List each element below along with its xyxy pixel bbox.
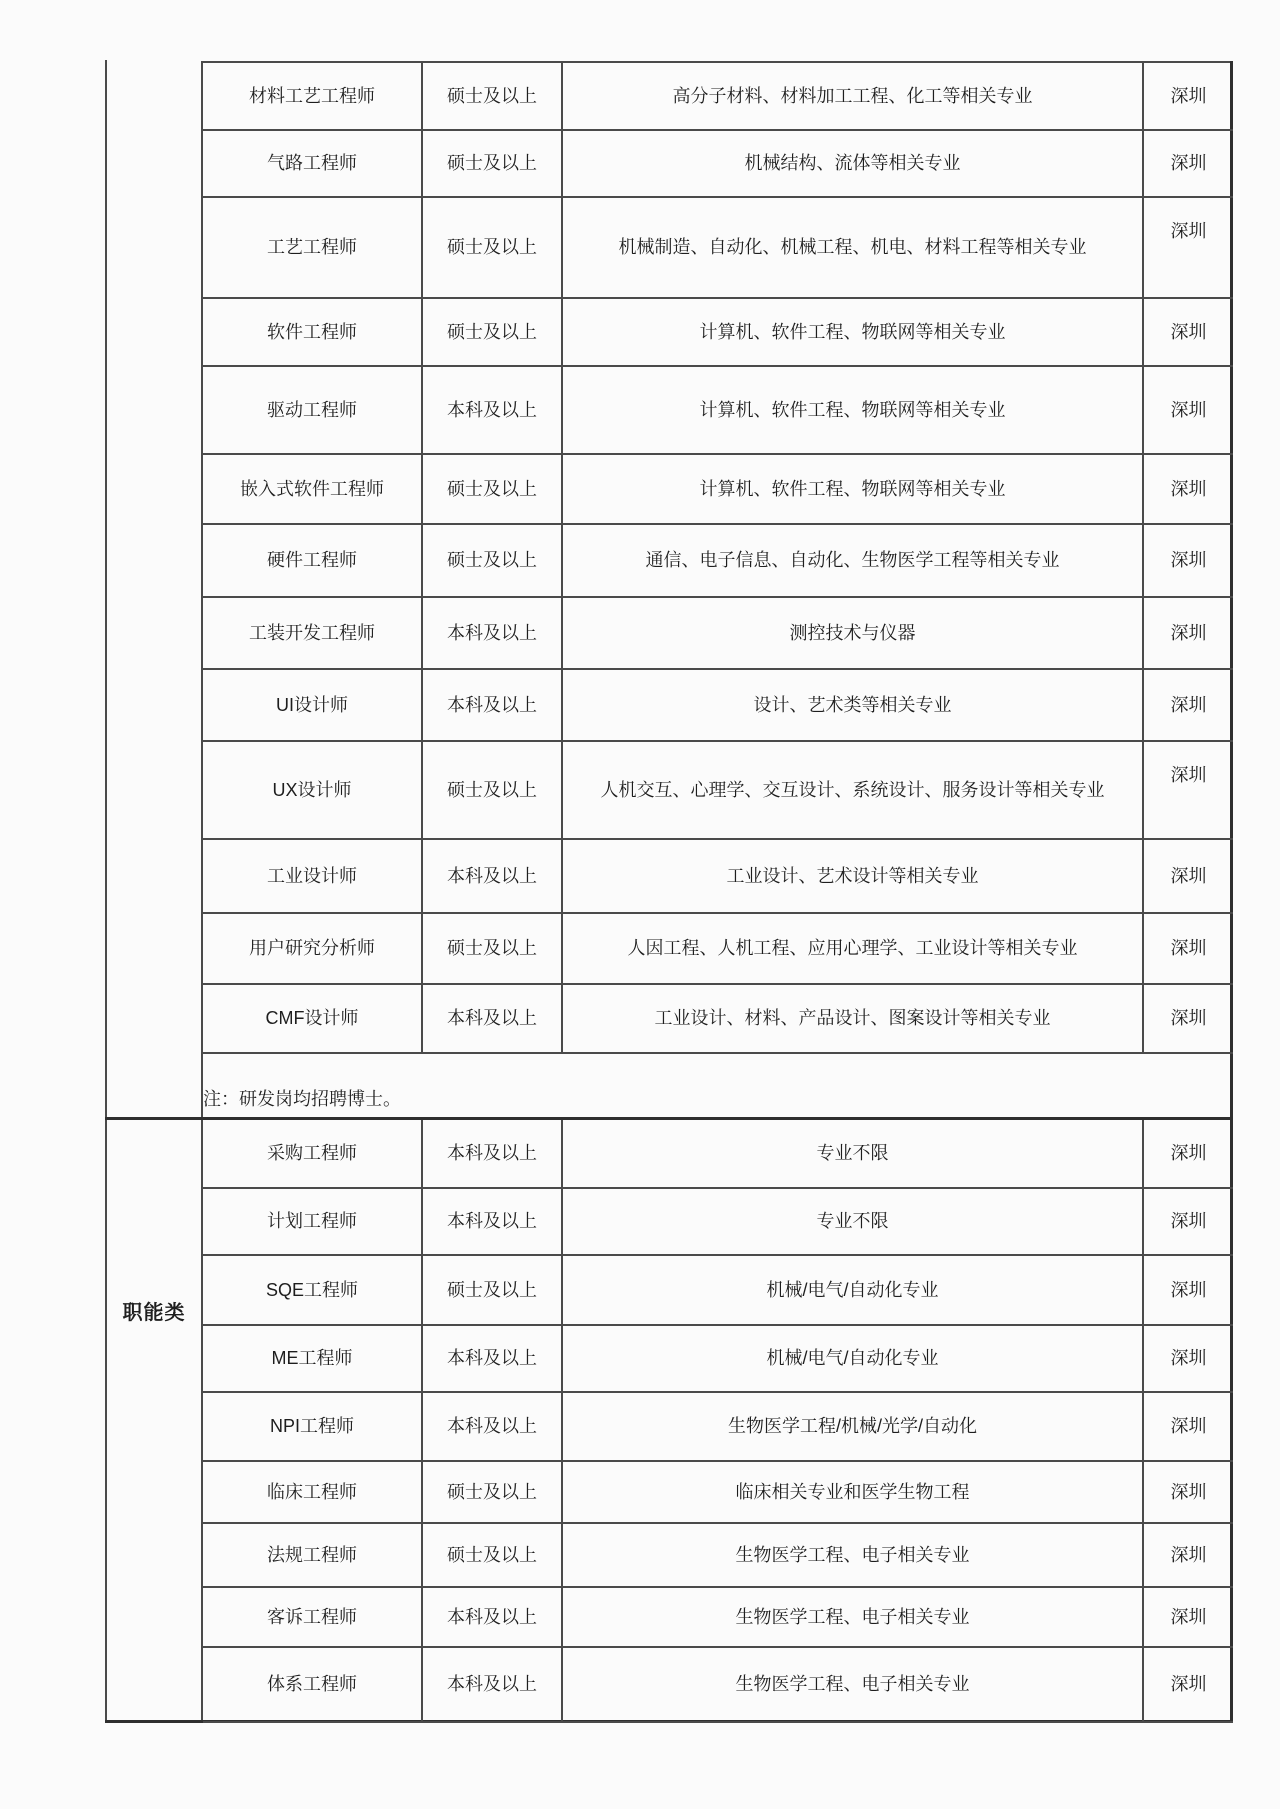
table-row <box>203 1524 1233 1588</box>
education-cell: 硕士及以上 <box>423 1524 563 1586</box>
location-cell: 深圳 <box>1170 1606 1207 1627</box>
table-row <box>203 1648 1233 1723</box>
location-cell: 深圳 <box>1170 1481 1207 1502</box>
job-title-cell: 计划工程师 <box>203 1189 423 1254</box>
major-cell: 工业设计、材料、产品设计、图案设计等相关专业 <box>563 985 1144 1052</box>
job-title-cell: ME工程师 <box>203 1326 423 1391</box>
table-row <box>203 1256 1233 1326</box>
education-cell: 硕士及以上 <box>423 131 563 196</box>
job-title-cell: 用户研究分析师 <box>203 914 423 983</box>
job-title-cell: 软件工程师 <box>203 299 423 365</box>
location-cell: 深圳 <box>1170 399 1207 420</box>
location-cell: 深圳 <box>1170 694 1207 715</box>
education-cell: 本科及以上 <box>423 1648 563 1721</box>
job-title-cell: CMF设计师 <box>203 985 423 1052</box>
job-title-cell: 采购工程师 <box>203 1120 423 1187</box>
location-cell: 深圳 <box>1170 1348 1207 1369</box>
table-row <box>203 1393 1233 1462</box>
education-cell: 硕士及以上 <box>423 525 563 596</box>
table-row <box>203 914 1233 985</box>
location-cell: 深圳 <box>1170 1279 1207 1300</box>
table-row <box>203 525 1233 598</box>
job-title-cell: SQE工程师 <box>203 1256 423 1324</box>
note-text: 注：研发岗均招聘博士。 <box>203 1089 401 1109</box>
location-cell: 深圳 <box>1170 622 1207 643</box>
major-cell: 人因工程、人机工程、应用心理学、工业设计等相关专业 <box>563 914 1144 983</box>
job-title-cell: 工艺工程师 <box>203 198 423 297</box>
location-cell: 深圳 <box>1170 1211 1207 1232</box>
location-cell: 深圳 <box>1170 478 1207 499</box>
table-row <box>203 1120 1233 1189</box>
job-title-cell: 体系工程师 <box>203 1648 423 1721</box>
job-title-cell: 法规工程师 <box>203 1524 423 1586</box>
education-cell: 本科及以上 <box>423 840 563 912</box>
job-title-cell: 临床工程师 <box>203 1462 423 1522</box>
education-cell: 硕士及以上 <box>423 299 563 365</box>
education-cell: 本科及以上 <box>423 367 563 453</box>
job-title-cell: 材料工艺工程师 <box>203 63 423 129</box>
major-cell: 高分子材料、材料加工工程、化工等相关专业 <box>563 63 1144 129</box>
table-row <box>203 198 1233 299</box>
education-cell: 硕士及以上 <box>423 198 563 297</box>
major-cell: 机械/电气/自动化专业 <box>563 1256 1144 1324</box>
major-cell: 计算机、软件工程、物联网等相关专业 <box>563 367 1144 453</box>
major-cell: 生物医学工程、电子相关专业 <box>563 1588 1144 1646</box>
education-cell: 硕士及以上 <box>423 914 563 983</box>
education-cell: 硕士及以上 <box>423 1462 563 1522</box>
major-cell: 测控技术与仪器 <box>563 598 1144 668</box>
education-cell: 本科及以上 <box>423 1120 563 1187</box>
major-cell: 机械/电气/自动化专业 <box>563 1326 1144 1391</box>
section-functional-rows <box>203 1120 1233 1723</box>
note-row <box>203 1054 1233 1117</box>
table-row <box>203 1462 1233 1524</box>
job-title-cell: UX设计师 <box>203 742 423 838</box>
category-column-left-border <box>105 60 107 1723</box>
major-cell: 生物医学工程、电子相关专业 <box>563 1524 1144 1586</box>
job-title-cell: 气路工程师 <box>203 131 423 196</box>
education-cell: 本科及以上 <box>423 1393 563 1460</box>
location-cell: 深圳 <box>1170 1544 1207 1565</box>
major-cell: 设计、艺术类等相关专业 <box>563 670 1144 740</box>
job-title-cell: 工业设计师 <box>203 840 423 912</box>
major-cell: 人机交互、心理学、交互设计、系统设计、服务设计等相关专业 <box>563 742 1144 838</box>
education-cell: 本科及以上 <box>423 1326 563 1391</box>
table-row <box>203 840 1233 914</box>
location-cell: 深圳 <box>1170 153 1207 174</box>
education-cell: 硕士及以上 <box>423 63 563 129</box>
table-row <box>203 131 1233 198</box>
table-row <box>203 670 1233 742</box>
major-cell: 生物医学工程、电子相关专业 <box>563 1648 1144 1721</box>
job-title-cell: 客诉工程师 <box>203 1588 423 1646</box>
major-cell: 计算机、软件工程、物联网等相关专业 <box>563 455 1144 523</box>
education-cell: 本科及以上 <box>423 598 563 668</box>
education-cell: 硕士及以上 <box>423 1256 563 1324</box>
education-cell: 硕士及以上 <box>423 455 563 523</box>
location-cell: 深圳 <box>1170 1008 1207 1029</box>
location-cell: 深圳 <box>1170 85 1207 106</box>
table-row <box>203 598 1233 670</box>
major-cell: 机械结构、流体等相关专业 <box>563 131 1144 196</box>
location-cell: 深圳 <box>1170 938 1207 959</box>
major-cell: 临床相关专业和医学生物工程 <box>563 1462 1144 1522</box>
table-body <box>203 63 1233 1723</box>
job-title-cell: 硬件工程师 <box>203 525 423 596</box>
education-cell: 硕士及以上 <box>423 742 563 838</box>
education-cell: 本科及以上 <box>423 985 563 1052</box>
location-cell: 深圳 <box>1170 765 1207 785</box>
table-row <box>203 299 1233 367</box>
table-row <box>203 1588 1233 1648</box>
table-row <box>203 63 1233 131</box>
education-cell: 本科及以上 <box>423 670 563 740</box>
table-row <box>203 985 1233 1054</box>
location-cell: 深圳 <box>1170 865 1207 886</box>
location-cell: 深圳 <box>1170 1143 1207 1164</box>
job-title-cell: 工装开发工程师 <box>203 598 423 668</box>
major-cell: 工业设计、艺术设计等相关专业 <box>563 840 1144 912</box>
major-cell: 机械制造、自动化、机械工程、机电、材料工程等相关专业 <box>563 198 1144 297</box>
job-title-cell: NPI工程师 <box>203 1393 423 1460</box>
section-rd-rows <box>203 63 1233 1054</box>
table-row <box>203 367 1233 455</box>
table-row <box>203 455 1233 525</box>
table-row <box>203 1189 1233 1256</box>
education-cell: 本科及以上 <box>423 1189 563 1254</box>
job-title-cell: 驱动工程师 <box>203 367 423 453</box>
category-label: 职能类 <box>122 1302 186 1324</box>
location-cell: 深圳 <box>1170 550 1207 571</box>
location-cell: 深圳 <box>1170 1416 1207 1437</box>
location-cell: 深圳 <box>1170 321 1207 342</box>
table-row <box>203 742 1233 840</box>
location-cell: 深圳 <box>1170 1674 1207 1695</box>
major-cell: 专业不限 <box>563 1120 1144 1187</box>
table-row <box>203 1326 1233 1393</box>
major-cell: 计算机、软件工程、物联网等相关专业 <box>563 299 1144 365</box>
major-cell: 专业不限 <box>563 1189 1144 1254</box>
major-cell: 生物医学工程/机械/光学/自动化 <box>563 1393 1144 1460</box>
major-cell: 通信、电子信息、自动化、生物医学工程等相关专业 <box>563 525 1144 596</box>
job-title-cell: UI设计师 <box>203 670 423 740</box>
job-title-cell: 嵌入式软件工程师 <box>203 455 423 523</box>
location-cell: 深圳 <box>1170 221 1207 241</box>
education-cell: 本科及以上 <box>423 1588 563 1646</box>
